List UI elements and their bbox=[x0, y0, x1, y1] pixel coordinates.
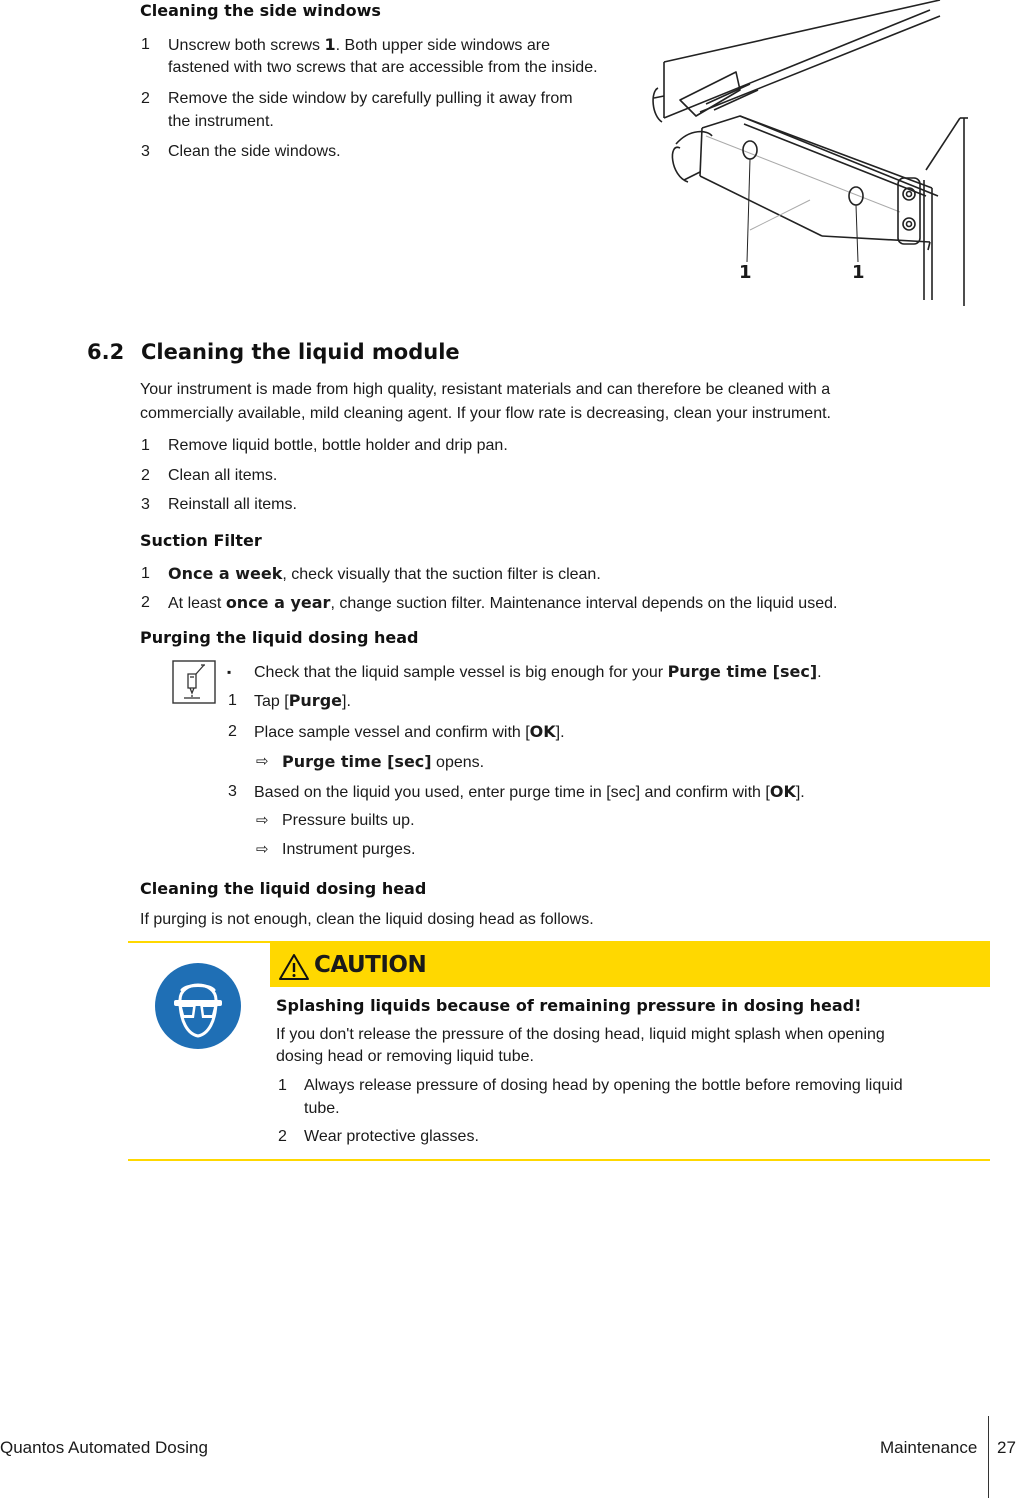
footer-chapter: Maintenance bbox=[880, 1438, 978, 1457]
step-text: Remove the side window by carefully pulling it away from bbox=[168, 90, 573, 107]
step-text: Unscrew both screws 1. Both upper side windows are bbox=[168, 35, 550, 54]
step-number: 2 bbox=[141, 90, 150, 107]
caution-text: If you don't release the pressure of the dosing head, liquid might splash when opening bbox=[276, 1026, 885, 1043]
step-text: Tap [Purge]. bbox=[254, 691, 351, 710]
step-number: 2 bbox=[228, 723, 237, 740]
prerequisite-text: Check that the liquid sample vessel is big enough for your Purge time [sec]. bbox=[254, 662, 822, 681]
result-arrow-icon: ⇨ bbox=[256, 812, 269, 829]
purging-heading: Purging the liquid dosing head bbox=[140, 628, 419, 647]
dosing-head-icon bbox=[172, 660, 216, 704]
step-text: Place sample vessel and confirm with [OK]. bbox=[254, 722, 565, 741]
result-arrow-icon: ⇨ bbox=[256, 753, 269, 770]
step-text-continued: the instrument. bbox=[168, 113, 274, 130]
step-number: 3 bbox=[141, 496, 150, 513]
side-windows-heading: Cleaning the side windows bbox=[140, 1, 381, 20]
cleaning-head-heading: Cleaning the liquid dosing head bbox=[140, 879, 427, 898]
side-window-illustration bbox=[640, 0, 980, 310]
step-number: 1 bbox=[141, 565, 150, 582]
caution-title: Splashing liquids because of remaining pressure in dosing head! bbox=[276, 996, 862, 1015]
footer-divider bbox=[988, 1416, 989, 1498]
footer-product: Quantos Automated Dosing bbox=[0, 1438, 208, 1457]
section-number: 6.2 bbox=[87, 340, 125, 364]
step-text-continued: fastened with two screws that are accessible from the inside. bbox=[168, 59, 598, 76]
step-text: Based on the liquid you used, enter purge time in [sec] and confirm with [OK]. bbox=[254, 782, 805, 801]
result-arrow-icon: ⇨ bbox=[256, 841, 269, 858]
step-number: 2 bbox=[141, 594, 150, 611]
suction-filter-heading: Suction Filter bbox=[140, 531, 262, 550]
step-number: 1 bbox=[228, 692, 237, 709]
step-text: Reinstall all items. bbox=[168, 496, 297, 513]
intro-text-continued: commercially available, mild cleaning agent. If your flow rate is decreasing, clean your instrument. bbox=[140, 405, 831, 422]
caution-step-text: Wear protective glasses. bbox=[304, 1128, 479, 1145]
callout-label: 1 bbox=[852, 262, 865, 283]
caution-step-text-continued: tube. bbox=[304, 1100, 340, 1117]
step-text: Clean all items. bbox=[168, 467, 278, 484]
intro-text: Your instrument is made from high quality, resistant materials and can therefore be cleaned with a bbox=[140, 381, 831, 398]
result-text: Pressure builts up. bbox=[282, 812, 415, 829]
section-title: Cleaning the liquid module bbox=[141, 340, 460, 364]
caution-step-number: 2 bbox=[278, 1128, 287, 1145]
step-number: 3 bbox=[141, 143, 150, 160]
step-number: 1 bbox=[141, 36, 150, 53]
page-number: 27 bbox=[997, 1438, 1016, 1457]
step-text: At least once a year, change suction filter. Maintenance interval depends on the liquid used. bbox=[168, 593, 838, 612]
bullet: ▪ bbox=[227, 665, 232, 679]
step-number: 3 bbox=[228, 783, 237, 800]
step-number: 2 bbox=[141, 467, 150, 484]
caution-step-number: 1 bbox=[278, 1077, 287, 1094]
step-text: Remove liquid bottle, bottle holder and drip pan. bbox=[168, 437, 508, 454]
warning-triangle-icon bbox=[278, 953, 310, 981]
cleaning-head-text: If purging is not enough, clean the liquid dosing head as follows. bbox=[140, 911, 594, 928]
result-text: Purge time [sec] opens. bbox=[282, 752, 485, 771]
caution-step-text: Always release pressure of dosing head by opening the bottle before removing liquid bbox=[304, 1077, 903, 1094]
caution-bottom-rule bbox=[128, 1159, 990, 1161]
step-text: Once a week, check visually that the suction filter is clean. bbox=[168, 564, 601, 583]
protective-glasses-icon bbox=[152, 960, 244, 1052]
caution-label: CAUTION bbox=[314, 952, 427, 978]
callout-label: 1 bbox=[739, 262, 752, 283]
result-text: Instrument purges. bbox=[282, 841, 416, 858]
caution-text-continued: dosing head or removing liquid tube. bbox=[276, 1048, 534, 1065]
step-number: 1 bbox=[141, 437, 150, 454]
step-text: Clean the side windows. bbox=[168, 143, 341, 160]
